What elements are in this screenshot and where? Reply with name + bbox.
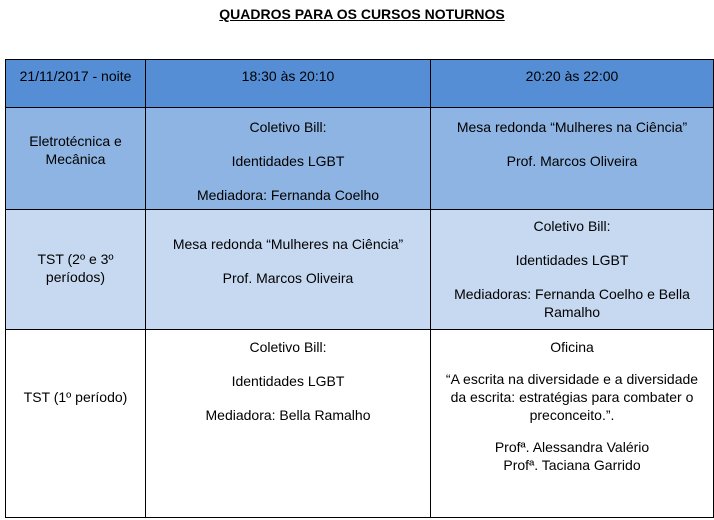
cell-paragraph: [152, 269, 424, 287]
slot-1-cell: [145, 209, 431, 330]
cell-line: Mediadoras: Fernanda Coelho e Bella: [454, 286, 690, 302]
cell-line: Profª. Taciana Garrido: [503, 457, 641, 473]
cell-line: Coletivo Bill:: [249, 119, 327, 135]
cell-line: Mediadora: Bella Ramalho: [205, 407, 371, 423]
cell-line: Prof. Marcos Oliveira: [222, 270, 354, 286]
cell-line: Profª. Alessandra Valério: [494, 439, 650, 455]
cell-paragraph: [152, 235, 424, 253]
cell-line: Mesa redonda “Mulheres na Ciência”: [456, 119, 688, 135]
cell-line: Mediadora: Fernanda Coelho: [196, 187, 380, 203]
cell-line: Mecânica: [45, 151, 106, 167]
header-slot-2: 20:20 às 22:00: [430, 59, 714, 108]
course-cell: [5, 107, 146, 210]
cell-line: períodos): [45, 269, 106, 285]
course-cell: [5, 329, 146, 518]
cell-line: Identidades LGBT: [515, 252, 629, 268]
cell-paragraph: [437, 251, 707, 269]
cell-paragraph: [437, 118, 707, 136]
cell-paragraph: [152, 372, 424, 390]
cell-paragraph: [12, 388, 139, 406]
cell-paragraph: [437, 370, 707, 424]
cell-line: Coletivo Bill:: [533, 218, 611, 234]
cell-paragraph: [152, 186, 424, 204]
slot-2-cell: [430, 329, 714, 518]
cell-line: TST (2º e 3º: [37, 251, 114, 267]
cell-paragraph: [152, 152, 424, 170]
header-slot-1: 18:30 às 20:10: [145, 59, 431, 108]
cell-line: Identidades LGBT: [231, 373, 345, 389]
slot-1-cell: [145, 329, 431, 518]
cell-line: Oficina: [550, 339, 594, 355]
cell-paragraph: [152, 118, 424, 136]
slot-1-cell: [145, 107, 431, 210]
slot-2-cell: [430, 209, 714, 330]
cell-paragraph: [437, 217, 707, 235]
cell-paragraph: [12, 250, 139, 286]
page-title: QUADROS PARA OS CURSOS NOTURNOS: [219, 6, 505, 22]
cell-line: Mesa redonda “Mulheres na Ciência”: [172, 236, 404, 252]
header-date: 21/11/2017 - noite: [5, 59, 146, 108]
course-cell: [5, 209, 146, 330]
cell-paragraph: [437, 152, 707, 170]
cell-line: Ramalho: [543, 304, 601, 320]
cell-line: Prof. Marcos Oliveira: [506, 153, 638, 169]
cell-line: Eletrotécnica e: [29, 133, 122, 149]
cell-line: Identidades LGBT: [231, 153, 345, 169]
cell-line: “A escrita na diversidade e a diversidade: [445, 371, 699, 387]
cell-paragraph: [437, 438, 707, 474]
cell-line: preconceito.”.: [529, 407, 615, 423]
cell-line: da escrita: estratégias para combater o: [450, 389, 694, 405]
cell-line: Coletivo Bill:: [249, 339, 327, 355]
cell-paragraph: [437, 285, 707, 321]
cell-paragraph: [437, 338, 707, 356]
cell-paragraph: [12, 132, 139, 168]
cell-paragraph: [152, 338, 424, 356]
slot-2-cell: [430, 107, 714, 210]
cell-paragraph: [152, 406, 424, 424]
cell-line: TST (1º período): [23, 389, 128, 405]
